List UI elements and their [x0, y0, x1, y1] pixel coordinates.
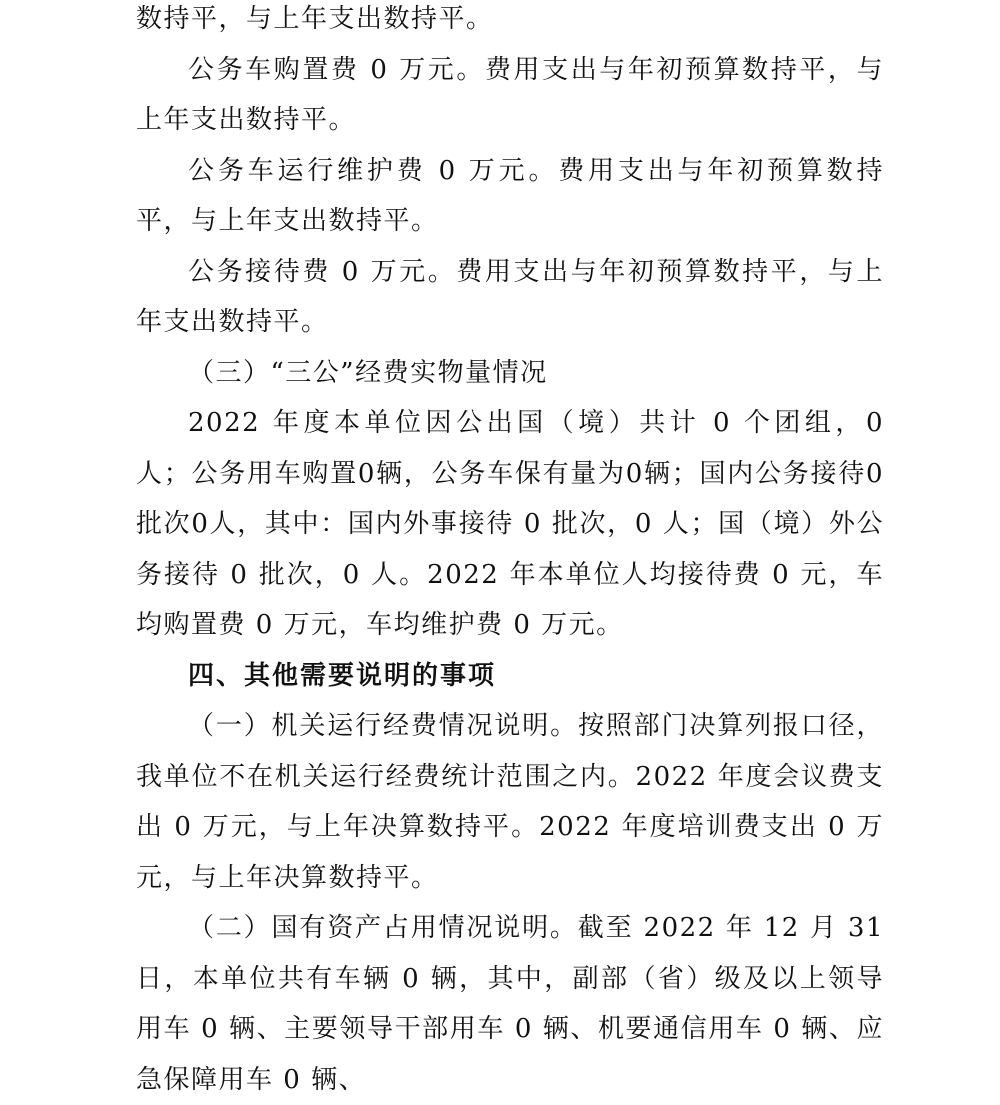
- paragraph-vehicle-maintenance: 公务车运行维护费 0 万元。费用支出与年初预算数持平，与上年支出数持平。: [136, 155, 884, 236]
- paragraph-state-assets: （二）国有资产占用情况说明。截至 2022 年 12 月 31 日，本单位共有车辆 0 辆，其中，副部（省）级及以上领导用车 0 辆、主要领导干部用车 0 辆、机要通信用车 0 辆、应急保障用车 0 辆、: [136, 913, 884, 1095]
- paragraph-vehicle-purchase: 公务车购置费 0 万元。费用支出与年初预算数持平，与上年支出数持平。: [136, 54, 884, 135]
- paragraph-reception: 公务接待费 0 万元。费用支出与年初预算数持平，与上年支出数持平。: [136, 256, 884, 337]
- subheading-physical-quantity: （三）“三公”经费实物量情况: [188, 357, 548, 388]
- paragraph-physical-quantity: 2022 年度本单位因公出国（境）共计 0 个团组，0 人；公务用车购置0辆，公务车保有量为0辆；国内公务接待0批次0人，其中：国内外事接待 0 批次，0 人；国（境）外公务接待 0 批次，0 人。2022 年本单位人均接待费 0 元，车均购置费 0 万元，车均维护费 0 万元。: [136, 408, 884, 640]
- section-heading-other-matters: 四、其他需要说明的事项: [188, 660, 497, 691]
- paragraph-operating-expenses: （一）机关运行经费情况说明。按照部门决算列报口径，我单位不在机关运行经费统计范围之内。2022 年度会议费支出 0 万元，与上年决算数持平。2022 年度培训费支出 0 万元，与上年决算数持平。: [136, 711, 884, 893]
- document-body: [136, 0, 884, 1105]
- paragraph-continuation: 数持平，与上年支出数持平。: [136, 4, 494, 34]
